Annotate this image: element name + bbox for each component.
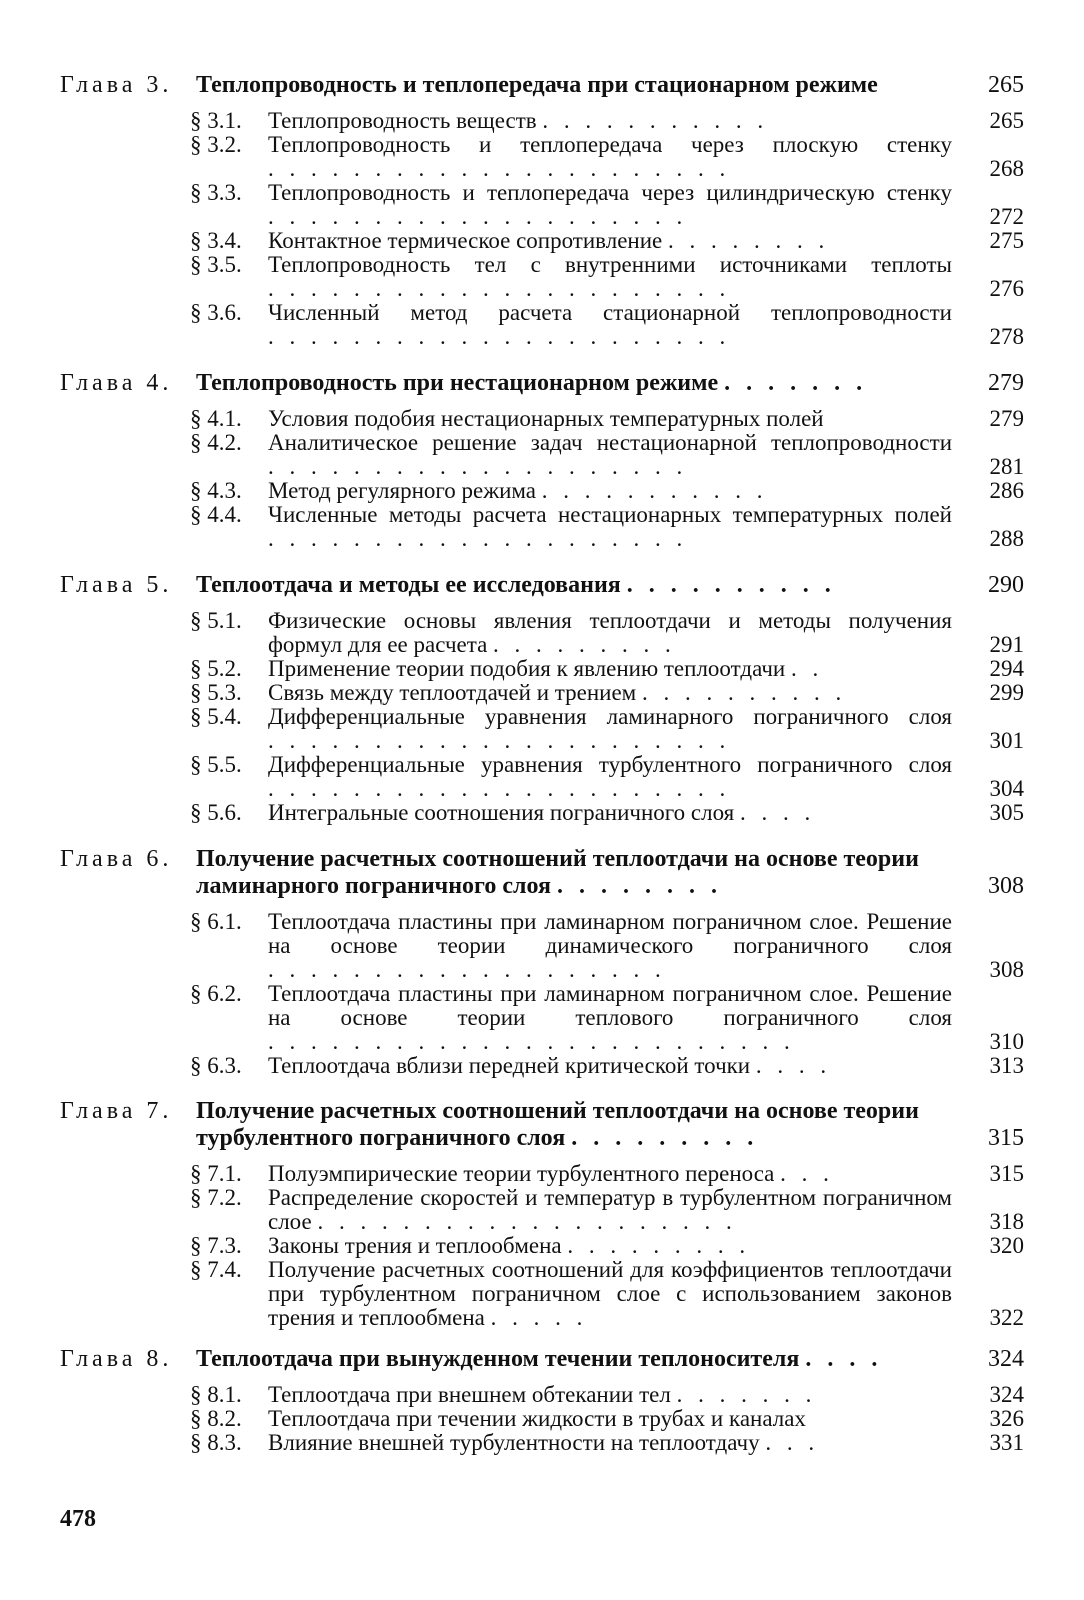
chapter-page: 265 — [988, 72, 1024, 98]
toc-entry — [60, 229, 1024, 253]
section-page: 304 — [989, 776, 1024, 801]
chapter-page: 279 — [988, 370, 1024, 396]
dot-leader: . . . . . . . . . . — [626, 572, 836, 598]
section-page: 276 — [989, 276, 1024, 301]
dot-leader: . . . . . . . . . — [567, 1233, 751, 1258]
chapter-page: 324 — [988, 1346, 1024, 1372]
section-page: 291 — [989, 632, 1024, 657]
section-title: Интегральные соотношения пограничного слоя — [268, 800, 735, 825]
section-title: Дифференциальные уравнения ламинарного пограничного слоя — [268, 704, 952, 729]
section-list — [60, 1383, 1024, 1455]
chapter-page: 308 — [988, 873, 1024, 899]
chapter-title: Теплоотдача и методы ее исследования — [196, 572, 621, 598]
dot-leader: . . . . . . . . . — [493, 632, 676, 657]
dot-leader: . . . . . . . . . — [571, 1125, 759, 1151]
section-number: § 8.3. — [190, 1430, 242, 1455]
section-page: 275 — [989, 228, 1024, 253]
chapter-heading — [60, 1098, 1024, 1152]
chapter-page: 315 — [988, 1125, 1024, 1151]
toc-entry — [60, 133, 1024, 181]
section-title: Теплопроводность веществ — [268, 108, 537, 133]
section-title: Метод регулярного режима — [268, 478, 537, 503]
dot-leader: . . . . . . . . . . . . . . . . . . . . — [268, 526, 688, 551]
section-page: 301 — [989, 728, 1024, 753]
section-title: Полуэмпирические теории турбулентного переноса — [268, 1161, 775, 1186]
section-title: Теплопроводность тел с внутренними источниками теплоты — [268, 252, 952, 277]
toc-entry — [60, 407, 1024, 431]
dot-leader: . . . . — [755, 1053, 832, 1078]
toc-entry — [60, 301, 1024, 349]
section-number: § 4.4. — [190, 502, 242, 527]
section-number: § 3.2. — [190, 132, 242, 157]
dot-leader: . . . . . . . . . . . . . . . . . . . . . . — [268, 324, 731, 349]
chapter-heading — [60, 846, 1024, 900]
section-page: 310 — [989, 1029, 1024, 1054]
chapter-number: Глава 6. — [60, 846, 173, 872]
dot-leader: . . . . . . . . — [556, 873, 722, 899]
section-page: 322 — [989, 1305, 1024, 1330]
toc-entry — [60, 431, 1024, 479]
dot-leader: . . . . . . . . . . . . . . . . . . . . . . — [268, 156, 731, 181]
section-title: Физические основы явления теплоотдачи и методы получения формул для ее расчета — [268, 608, 952, 657]
section-number: § 7.2. — [190, 1185, 242, 1210]
toc-entry — [60, 1431, 1024, 1455]
section-number: § 5.4. — [190, 704, 242, 729]
section-page: 305 — [989, 800, 1024, 825]
toc-entry — [60, 705, 1024, 753]
toc-entry — [60, 503, 1024, 551]
dot-leader: . . . . . . . . . . — [641, 680, 847, 705]
section-page: 324 — [989, 1382, 1024, 1407]
toc-entry — [60, 801, 1024, 825]
dot-leader: . . — [791, 656, 824, 681]
section-number: § 6.3. — [190, 1053, 242, 1078]
dot-leader: . . . — [780, 1161, 834, 1186]
section-number: § 3.4. — [190, 228, 242, 253]
chapter-title: Теплопроводность при нестационарном режиме — [196, 370, 719, 396]
section-title: Теплоотдача пластины при ламинарном пограничном слое. Решение на основе теории динамического пограничного слоя — [268, 909, 952, 958]
toc-entry — [60, 253, 1024, 301]
dot-leader: . . . . — [739, 800, 816, 825]
section-number: § 5.1. — [190, 608, 242, 633]
chapter-number: Глава 3. — [60, 72, 173, 98]
section-number: § 3.3. — [190, 180, 242, 205]
dot-leader: . . . . . . . — [676, 1382, 817, 1407]
section-title: Теплоотдача при течении жидкости в трубах и каналах — [268, 1406, 806, 1431]
chapter-number: Глава 7. — [60, 1098, 173, 1124]
chapter-8 — [60, 1346, 1024, 1455]
section-number: § 6.2. — [190, 981, 242, 1006]
toc-entry — [60, 681, 1024, 705]
section-page: 308 — [989, 957, 1024, 982]
section-title: Численные методы расчета нестационарных температурных полей — [268, 502, 952, 527]
section-page: 315 — [989, 1161, 1024, 1186]
section-title: Контактное термическое сопротивление — [268, 228, 663, 253]
dot-leader: . . . . . . . . . . . . . . . . . . . . — [317, 1209, 737, 1234]
section-list — [60, 407, 1024, 551]
section-page: 279 — [989, 406, 1024, 431]
chapter-heading — [60, 370, 1024, 397]
section-number: § 8.2. — [190, 1406, 242, 1431]
section-page: 281 — [989, 454, 1024, 479]
section-list — [60, 609, 1024, 825]
section-list — [60, 910, 1024, 1078]
chapter-4 — [60, 370, 1024, 551]
toc-entry — [60, 1383, 1024, 1407]
chapter-heading — [60, 1346, 1024, 1373]
dot-leader: . . . — [765, 1430, 820, 1455]
toc-entry — [60, 181, 1024, 229]
dot-leader: . . . . . . . . . . . — [541, 478, 768, 503]
toc-entry — [60, 1054, 1024, 1078]
section-title: Законы трения и теплообмена — [268, 1233, 562, 1258]
section-number: § 8.1. — [190, 1382, 242, 1407]
dot-leader: . . . . . . . . . . . . . . . . . . . . — [268, 204, 688, 229]
section-page: 288 — [989, 526, 1024, 551]
dot-leader: . . . . . . . . . . . . . . . . . . . . . . — [268, 728, 731, 753]
section-number: § 3.1. — [190, 108, 242, 133]
chapter-title: Теплоотдача при вынужденном течении теплоносителя — [196, 1346, 800, 1372]
section-number: § 3.6. — [190, 300, 242, 325]
chapter-5 — [60, 572, 1024, 825]
dot-leader: . . . . — [805, 1346, 883, 1372]
toc-entry — [60, 753, 1024, 801]
section-number: § 7.1. — [190, 1161, 242, 1186]
section-page: 272 — [989, 204, 1024, 229]
chapter-number: Глава 8. — [60, 1346, 173, 1372]
dot-leader: . . . . . . . . . . . . . . . . . . . — [268, 957, 666, 982]
section-title: Распределение скоростей и температур в турбулентном пограничном слое — [268, 1185, 952, 1234]
chapter-title: Получение расчетных соотношений теплоотдачи на основе теории турбулентного пограничного слоя — [196, 1098, 919, 1151]
chapter-number: Глава 4. — [60, 370, 173, 396]
section-title: Условия подобия нестационарных температурных полей — [268, 406, 824, 431]
section-title: Численный метод расчета стационарной теплопроводности — [268, 300, 952, 325]
toc-entry — [60, 910, 1024, 982]
dot-leader: . . . . . . . . . . . — [542, 108, 769, 133]
section-page: 318 — [989, 1209, 1024, 1234]
section-number: § 4.2. — [190, 430, 242, 455]
page-number: 478 — [60, 1506, 96, 1532]
section-page: 265 — [989, 108, 1024, 133]
dot-leader: . . . . . . . . — [667, 228, 830, 253]
chapter-heading — [60, 72, 1024, 99]
section-number: § 3.5. — [190, 252, 242, 277]
dot-leader: . . . . . . . . . . . . . . . . . . . . . . — [268, 776, 731, 801]
section-list — [60, 1162, 1024, 1330]
section-title: Дифференциальные уравнения турбулентного пограничного слоя — [268, 752, 952, 777]
section-number: § 6.1. — [190, 909, 242, 934]
dot-leader: . . . . . . . . . . . . . . . . . . . . . . . . . — [268, 1029, 795, 1054]
section-title: Связь между теплоотдачей и трением — [268, 680, 637, 705]
chapter-number: Глава 5. — [60, 572, 173, 598]
section-title: Теплоотдача вблизи передней критической точки — [268, 1053, 751, 1078]
section-number: § 5.2. — [190, 656, 242, 681]
chapter-title: Теплопроводность и теплопередача при стационарном режиме — [196, 72, 878, 98]
section-title: Влияние внешней турбулентности на теплоотдачу — [268, 1430, 760, 1455]
toc-entry — [60, 1162, 1024, 1186]
section-title: Получение расчетных соотношений для коэффициентов теплоотдачи при турбулентном пограничном слое с использованием законов трения и теплообмена — [268, 1257, 952, 1330]
toc-entry — [60, 1186, 1024, 1234]
section-page: 268 — [989, 156, 1024, 181]
chapter-3 — [60, 72, 1024, 349]
section-page: 326 — [989, 1406, 1024, 1431]
section-page: 294 — [989, 656, 1024, 681]
section-number: § 5.6. — [190, 800, 242, 825]
toc-entry — [60, 479, 1024, 503]
section-title: Теплоотдача пластины при ламинарном пограничном слое. Решение на основе теории теплового пограничного слоя — [268, 981, 952, 1030]
toc-entry — [60, 109, 1024, 133]
section-page: 331 — [989, 1430, 1024, 1455]
section-list — [60, 109, 1024, 349]
toc-entry — [60, 1258, 1024, 1330]
section-number: § 5.3. — [190, 680, 242, 705]
section-number: § 7.4. — [190, 1257, 242, 1282]
toc-entry — [60, 1407, 1024, 1431]
section-title: Теплоотдача при внешнем обтекании тел — [268, 1382, 671, 1407]
section-page: 320 — [989, 1233, 1024, 1258]
dot-leader: . . . . . . . — [724, 370, 868, 396]
toc-entry — [60, 1234, 1024, 1258]
section-page: 278 — [989, 324, 1024, 349]
chapter-heading — [60, 572, 1024, 599]
section-title: Аналитическое решение задач нестационарной теплопроводности — [268, 430, 952, 455]
chapter-title: Получение расчетных соотношений теплоотдачи на основе теории ламинарного пограничного слоя — [196, 846, 919, 899]
dot-leader: . . . . . . . . . . . . . . . . . . . . . . — [268, 276, 731, 301]
toc-entry — [60, 609, 1024, 657]
chapter-7 — [60, 1098, 1024, 1330]
toc-entry — [60, 657, 1024, 681]
section-number: § 5.5. — [190, 752, 242, 777]
section-title: Теплопроводность и теплопередача через плоскую стенку — [268, 132, 952, 157]
section-number: § 7.3. — [190, 1233, 242, 1258]
section-number: § 4.3. — [190, 478, 242, 503]
section-number: § 4.1. — [190, 406, 242, 431]
chapter-page: 290 — [988, 572, 1024, 598]
section-title: Теплопроводность и теплопередача через цилиндрическую стенку — [268, 180, 952, 205]
toc-entry — [60, 982, 1024, 1054]
dot-leader: . . . . . — [490, 1305, 588, 1330]
section-page: 313 — [989, 1053, 1024, 1078]
section-title: Применение теории подобия к явлению теплоотдачи — [268, 656, 786, 681]
section-page: 286 — [989, 478, 1024, 503]
dot-leader: . . . . . . . . . . . . . . . . . . . . — [268, 454, 688, 479]
section-page: 299 — [989, 680, 1024, 705]
chapter-6 — [60, 846, 1024, 1078]
